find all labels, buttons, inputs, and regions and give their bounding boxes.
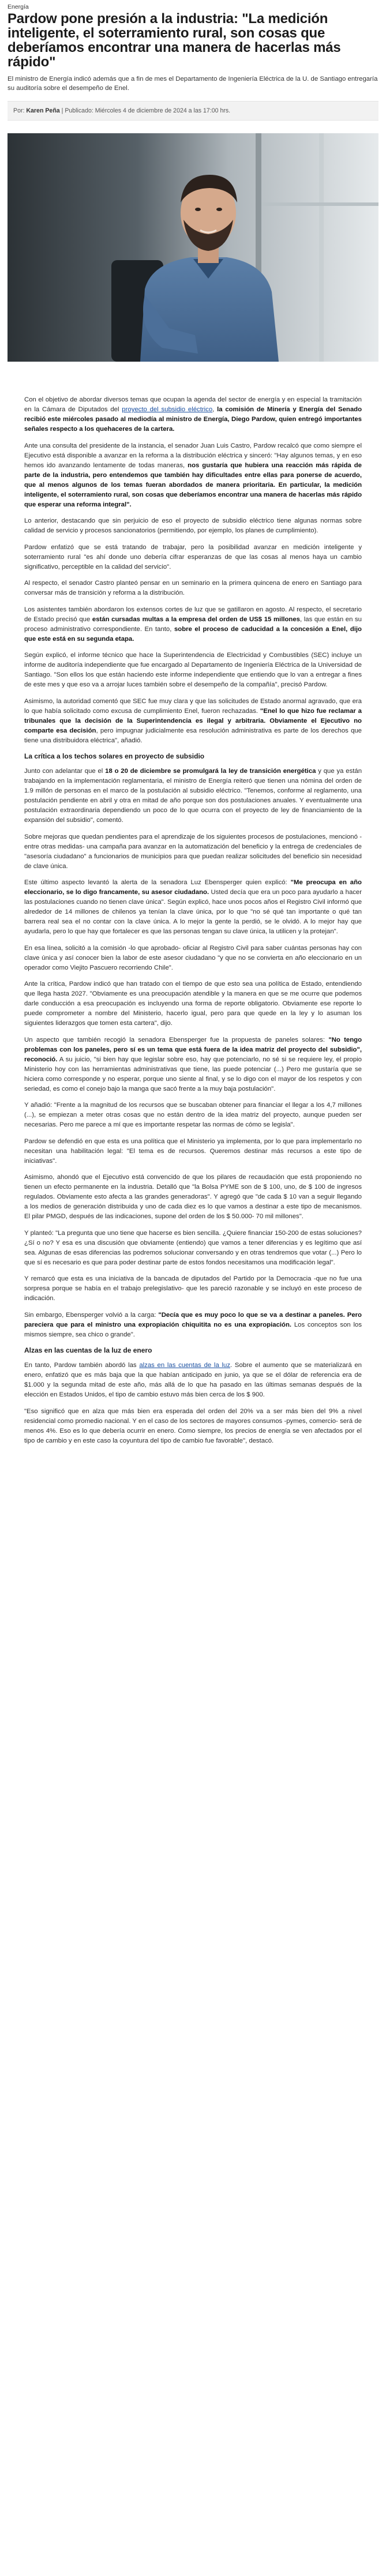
body-paragraph bbox=[24, 516, 362, 536]
text-run: Asimismo, ahondó que el Ejecutivo está convencido de que los pilares de recaudación que está proponiendo no tienen un efecto permanente en la industria. Detalló que "la Bolsa PYME son de $ 100, uno, de $ 100 de ingresos regulados. Obviamente esto afecta a las grandes generadoras". Y agregó que "de cada $ 10 van a seguir llegando a los medios de generación distribuida y uno de cada diez es lo que vamos a destinar a este tipo de mecanismos. El pilar PMGD, después de las indicaciones, supone del orden de los $ 50.000- 70 mil millones". bbox=[24, 1174, 362, 1220]
body-paragraph bbox=[24, 605, 362, 644]
bold-text: "Me preocupa en año eleccionario, se lo digo francamente, su asesor ciudadano. bbox=[24, 879, 362, 896]
text-run: Usted decía que era un poco para ayudarlo a hacer las postulaciones cuando no tienen clave única". Según explicó, hace unos pocos años el Registro Civil informó que alrededor de 14 millones de chilenos ya tenían la clave única, por lo que "no sé qué tan importante o qué tan barrera real sea el no contar con la clave única. A lo mejor la gente la perdió, se le olvidó. A lo mejor hay que ayudarla, pero lo que hay que fortalecer es que las personas tengan su clave única, la utilicen y la protejan". bbox=[24, 889, 362, 935]
text-run: y que ya están trabajando en la implementación reglamentaria, el ministro de Energía reiteró que tienen una nómina del orden de 1.9 millón de personas en el marco de la postulación al subsidio eléctrico. "Tenemos, conforme al reglamento, una postulación pendiente en abril y otra en mitad de año porque son dos postulaciones anuales. Y eventualmente una postulación extraordinaria dependiendo un poco de lo que ocurra con el proyecto de ley de financiamiento de la expansión del subsidio", comentó. bbox=[24, 768, 362, 824]
text-run: Con el objetivo de abordar diversos temas que ocupan la agenda del sector de energía y en especial la tramitación en la Cámara de Diputados del bbox=[24, 396, 362, 413]
body-paragraph bbox=[24, 979, 362, 1028]
text-run: Sin embargo, Ebensperger volvió a la carga: bbox=[24, 1311, 159, 1319]
byline-date: Miércoles 4 de diciembre de 2024 a las 17:00 hrs. bbox=[95, 107, 231, 114]
byline-por-label: Por: bbox=[13, 107, 25, 114]
ministro-pardow-photo bbox=[8, 133, 378, 362]
body-paragraph bbox=[24, 697, 362, 746]
text-run: A su juicio, "si bien hay que legislar sobre eso, hay que potenciarlo, no sé si se requiere ley, el propio Ministerio hoy con las herramientas administrativas que tiene, las puede potenciar (...) Pero me gustaría que se hiciera como corresponde y no esperar, porque uno siente al final, y se lo digo con el mayor de los respetos y con seriedad, es como el conejo bajo la manga que sacó frente a la muy baja postulación". bbox=[24, 1056, 362, 1092]
body-paragraph bbox=[24, 1310, 362, 1340]
text-run: Y remarcó que esta es una iniciativa de la bancada de diputados del Partido por la Democracia -que no fue una sorpresa porque se había en el trabajo prelegislativo- que les pareció razonable y se incluyó en este proceso de indicación. bbox=[24, 1275, 362, 1302]
body-paragraph bbox=[24, 651, 362, 690]
body-paragraph bbox=[24, 832, 362, 872]
text-run: Pardow se defendió en que esta es una política que el Ministerio ya implementa, por lo que para implementarlo no necesitan una habilitación legal: "El tema es de recursos. Queremos destinar más recursos a este tipo de iniciativas". bbox=[24, 1137, 362, 1165]
body-paragraph bbox=[24, 579, 362, 598]
body-paragraph bbox=[24, 1274, 362, 1304]
article-header bbox=[0, 0, 386, 121]
text-run: Ante la crítica, Pardow indicó que han tratado con el tiempo de que esto sea una política de Estado, entendiendo que llega hasta 2027. "Obviamente es una preocupación atendible y la manera en que se me ocurre que podemos darle conducción a esa preocupación es incluyendo una forma de reporte obligatorio. Obviamente ese reporte lo puede comprometer a nombre del Ministerio, hacerlo igual, pero para que quede en la ley y lo asuman los siguientes liderazgos que tomen esta cartera", dijo. bbox=[24, 981, 362, 1027]
headline: Pardow pone presión a la industria: "La medición inteligente, el soterramiento rural, son cosas que deberíamos encontrar una manera de hacerlas más rápido" bbox=[8, 11, 341, 70]
article-body bbox=[24, 395, 362, 1452]
text-run: En tanto, Pardow también abordó las bbox=[24, 1362, 140, 1369]
text-run: "Eso significó que en alza que más bien era esperada del orden del 20% va a ser más bien del 9% a nivel residencial como promedio nacional. Y en el caso de los sectores de mayores consumos -pymes, comercio- será de menos 4%. Eso es lo que debería ocurrir en enero. Como siempre, los precios de energía se ven afectados por el tipo de cambio y en este caso la coyuntura del tipo de cambio fue favorable", destacó. bbox=[24, 1407, 362, 1444]
text-run: Sobre mejoras que quedan pendientes para el aprendizaje de los siguientes procesos de postulaciones, mencionó -entre otras medidas- una campaña para avanzar en la automatización del beneficio y la entrega de credenciales de "asesoría ciudadano" a funcionarios de municipios para que puedan realizar solicitudes del beneficio sin necesidad de clave única. bbox=[24, 833, 362, 870]
text-run: Según explicó, el informe técnico que hace la Superintendencia de Electricidad y Combustibles (SEC) incluye un informe de auditoría independiente que fue encargado al Departamento de Ingeniería Eléctrica de la Universidad de Santiago. "Son ellos los que están haciendo este informe independiente que entiendo que lo van a entregar a fines de este mes y que eso va a arrojar luces también sobre el desempeño de la compañía", precisó Pardow. bbox=[24, 652, 362, 688]
text-run: Al respecto, el senador Castro planteó pensar en un seminario en la primera quincena de enero en Santiago para conversar más de transición y reforma a la distribución. bbox=[24, 580, 362, 596]
section-subheading: Alzas en las cuentas de la luz de enero bbox=[24, 1346, 152, 1354]
bold-text: "No tengo problemas con los paneles, pero sí es un tema que está fuera de la idea matriz del proyecto del subsidio", reconoció. bbox=[24, 1036, 362, 1063]
bold-text: sobre el proceso de caducidad a la concesión a Enel, dijo que este está en su segunda etapa. bbox=[24, 625, 362, 643]
text-run: Este último aspecto levantó la alerta de la senadora Luz Ebensperger quien explicó: bbox=[24, 879, 291, 886]
bold-text: 18 o 20 de diciembre se promulgará la ley de transición energética bbox=[105, 768, 316, 775]
bold-text: la comisión de Minería y Energía del Senado recibió este miércoles pasado al mediodía al ministro de Energía, Diego Pardow, quien entregó importantes señales respecto a los quehaceres de la cartera. bbox=[24, 406, 362, 433]
body-paragraph bbox=[24, 1101, 362, 1130]
body-paragraph bbox=[24, 543, 362, 572]
text-run: , pero impugnar judicialmente esa resolución administrativa es parte de los derechos que tiene una distribuidora eléctrica", añadió. bbox=[24, 727, 362, 744]
body-paragraph bbox=[24, 878, 362, 937]
byline bbox=[8, 101, 378, 121]
text-run: Asimismo, la autoridad comentó que SEC fue muy clara y que las solicitudes de Estado anormal agravado, que era lo que había solicitado como excusa de cumplimiento Enel, fueron rechazadas. bbox=[24, 697, 362, 715]
section-subheading: La crítica a los techos solares en proyecto de subsidio bbox=[24, 752, 205, 760]
body-paragraph bbox=[24, 1173, 362, 1222]
body-paragraph bbox=[24, 395, 362, 434]
text-run: Junto con adelantar que el bbox=[24, 768, 106, 775]
body-paragraph bbox=[24, 1407, 362, 1446]
text-run: Y planteó: "La pregunta que uno tiene que hacerse es bien sencilla. ¿Quiere financiar 150-200 de estas soluciones? ¿Sí o no? Y esa es una discusión que obviamente (entiendo) que vamos a tener diferencias y es legítimo que así sea. Algunas de esas diferencias las podremos solucionar conversando y en otras tendremos que votar (...) Pero lo que sí es necesario es que para poder destinar parte de estos fondos necesitamos una modificación legal". bbox=[24, 1229, 362, 1266]
text-run: Los conceptos son los mismos siempre, sea chico o grande". bbox=[24, 1321, 362, 1338]
text-run: Ante una consulta del presidente de la instancia, el senador Juan Luis Castro, Pardow recalcó que como siempre el Ejecutivo está disponible a avanzar en la reforma a la distribución eléctrica y sinceró: "Hay algunos temas, y en eso hemos ido avanzando lentamente de todas maneras, bbox=[24, 442, 362, 469]
text-run: Y añadió: "Frente a la magnitud de los recursos que se buscaban obtener para financiar el llegar a los 4,7 millones (...), se empiezan a meter otras cosas que no están dentro de la idea matriz del proyecto, aunque pueden ser necesarias. Pero me parece a mí que es importante respetar las normas de cómo se legisla". bbox=[24, 1102, 362, 1128]
body-paragraph bbox=[24, 1137, 362, 1166]
byline-separator: | Publicado: bbox=[59, 107, 95, 114]
bold-text: "Decía que es muy poco lo que se va a destinar a paneles. Pero pareciera que para el ministro una expropiación chiquitita no es una expropiación. bbox=[24, 1311, 362, 1328]
text-run: Los asistentes también abordaron los extensos cortes de luz que se gatillaron en agosto. Al respecto, el secretario de Estado precisó que bbox=[24, 606, 362, 623]
text-run: , las que están en su proceso administrativo correspondiente. En tanto, bbox=[24, 615, 362, 633]
bold-text: "Enel lo que hizo fue reclamar a tribunales que la decisión de la Superintendencia es ilegal y arbitraria. Obviamente el Ejecutivo no comparte esa decisión bbox=[24, 707, 362, 734]
body-paragraph bbox=[24, 1035, 362, 1094]
body-paragraph bbox=[24, 441, 362, 510]
text-run: . Sobre el aumento que se materializará en enero, enfatizó que es más baja que la que habían anticipado en junio, ya que se el dólar de referencia era de $1.000 y la segunda mitad de este año, más allá de lo que ha pasado en las últimas semanas después de la elección en Estados Unidos, el tipo de cambio estuvo más bien cerca de los $ 900. bbox=[24, 1362, 362, 1398]
section-tag[interactable]: Energía bbox=[8, 3, 29, 10]
inline-link[interactable]: alzas en las cuentas de la luz bbox=[139, 1362, 230, 1369]
byline-author[interactable]: Karen Peña bbox=[26, 107, 60, 114]
text-run: En esa línea, solicitó a la comisión -lo que aprobado- oficiar al Registro Civil para saber cuántas personas hay con clave única y así conocer bien la labor de este asesor ciudadano "y que no se convierta en año eleccionario en un operador como Viejito Pascuero recorriendo Chile". bbox=[24, 944, 362, 971]
body-paragraph bbox=[24, 767, 362, 825]
body-paragraph bbox=[24, 1229, 362, 1268]
body-paragraph bbox=[24, 944, 362, 973]
text-run: Un aspecto que también recogió la senadora Ebensperger fue la propuesta de paneles solares: bbox=[24, 1036, 329, 1043]
inline-link[interactable]: proyecto del subsidio eléctrico bbox=[122, 406, 213, 413]
text-run: Lo anterior, destacando que sin perjuicio de eso el proyecto de subsidio eléctrico tiene algunas normas sobre calidad de servicio y procesos sancionatorios (permitiendo, por ejemplo, los planes de cumplimiento). bbox=[24, 517, 362, 534]
bold-text: nos gustaría que hubiera una reacción más rápida de parte de la industria, pero entendemos que también hay dificultades entre ellas para ponerse de acuerdo, que al menos algunos de los temas fueran abordados de manera prioritaria. En particular, la medición inteligente, el soterramiento rural, son cosas que deberíamos encontrar una manera de hacerlas más rápido que esperar una reforma integral". bbox=[24, 461, 362, 508]
text-run: , bbox=[212, 406, 218, 413]
body-paragraph bbox=[24, 1361, 362, 1400]
bold-text: están cursadas multas a la empresa del orden de US$ 15 millones bbox=[92, 615, 300, 623]
text-run: Pardow enfatizó que se está tratando de trabajar, pero la posibilidad avanzar en medición inteligente y soterramiento rural "es ahí donde uno debería cifrar esperanzas de que las cosas al menos haya un cambio significativo, perceptible en la calidad del servicio". bbox=[24, 543, 362, 570]
lead-summary: El ministro de Energía indicó además que a fin de mes el Departamento de Ingeniería Eléctrica de la U. de Santiago entregaría su auditoría sobre el desempeño de Enel. bbox=[8, 76, 378, 92]
